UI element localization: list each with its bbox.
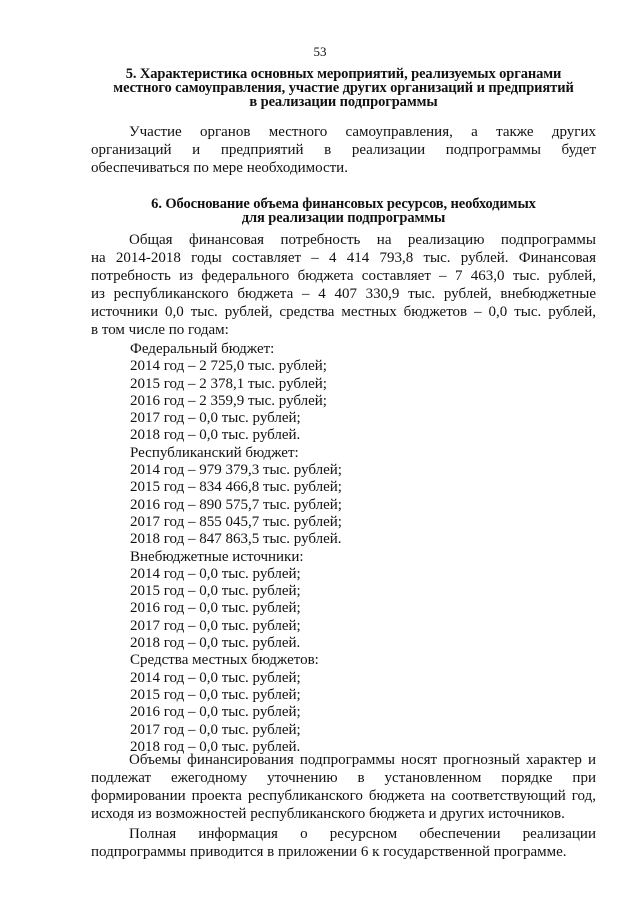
funding-list-item: 2016 год – 2 359,9 тыс. рублей; [130,392,327,409]
funding-list-item: 2017 год – 855 045,7 тыс. рублей; [130,513,342,530]
funding-list-item: 2015 год – 0,0 тыс. рублей; [130,583,301,600]
funding-list-item: 2018 год – 0,0 тыс. рублей. [130,427,301,444]
funding-list-item: Внебюджетные источники: [130,548,304,565]
paragraph-line: в том числе по годам: [91,322,229,338]
paragraph-line: обеспечиваться по мере необходимости. [91,160,348,176]
paragraph-line: потребность из федерального бюджета составляет – 7 463,0 тыс. рублей, [91,268,596,284]
funding-list-item: 2017 год – 0,0 тыс. рублей; [130,410,301,427]
funding-list-item: 2018 год – 847 863,5 тыс. рублей. [130,531,342,548]
funding-list-item: 2017 год – 0,0 тыс. рублей; [130,721,301,738]
funding-list-item: Республиканский бюджет: [130,444,299,461]
paragraph-line: подлежат ежегодному уточнению в установленном порядке при [91,770,596,786]
paragraph-line: организаций и предприятий в реализации подпрограммы будет [91,142,596,158]
paragraph-line: Участие органов местного самоуправления, а также других [129,124,596,140]
funding-list-item: 2018 год – 0,0 тыс. рублей. [130,738,301,755]
funding-list-item: 2015 год – 834 466,8 тыс. рублей; [130,479,342,496]
section-5-heading-line: местного самоуправления, участие других организаций и предприятий [113,80,574,96]
section-6-intro-paragraph [91,231,596,339]
page-number: 53 [313,44,327,59]
paragraph-line: Объемы финансирования подпрограммы носят прогнозный характер и [129,752,596,768]
funding-by-year-list [130,341,342,756]
paragraph-line: на 2014-2018 годы составляет – 4 414 793,8 тыс. рублей. Финансовая [91,250,596,266]
funding-list-item: 2014 год – 979 379,3 тыс. рублей; [130,462,342,479]
section-6-heading-line: 6. Обоснование объема финансовых ресурсов, необходимых [151,196,536,212]
funding-list-item: 2015 год – 2 378,1 тыс. рублей; [130,375,327,392]
funding-list-item: 2016 год – 890 575,7 тыс. рублей; [130,496,342,513]
section-6-heading [91,197,596,225]
forecast-paragraph [91,751,596,823]
paragraph-line: исходя из возможностей республиканского бюджета и других источников. [91,806,565,822]
funding-list-item: Федеральный бюджет: [130,341,275,357]
paragraph-line: источники 0,0 тыс. рублей, средства местных бюджетов – 0,0 тыс. рублей, [91,304,596,320]
paragraph-line: формировании проекта республиканского бюджета на соответствующий год, [91,788,596,804]
funding-list-item: 2016 год – 0,0 тыс. рублей; [130,600,301,617]
section-5-heading-line: 5. Характеристика основных мероприятий, реализуемых органами [125,66,562,82]
funding-list-item: 2015 год – 0,0 тыс. рублей; [130,686,301,703]
funding-list-item: 2017 год – 0,0 тыс. рублей; [130,617,301,634]
paragraph-line: Общая финансовая потребность на реализацию подпрограммы [129,232,596,248]
funding-list-item: 2018 год – 0,0 тыс. рублей. [130,635,301,652]
section-5-heading-line: в реализации подпрограммы [249,94,438,110]
paragraph-line: Полная информация о ресурсном обеспечении реализации [129,826,596,842]
funding-list-item: 2014 год – 2 725,0 тыс. рублей; [130,358,327,375]
funding-list-item: 2014 год – 0,0 тыс. рублей; [130,669,301,686]
section-5-heading [91,67,596,109]
section-5-paragraph [91,123,596,177]
paragraph-line: подпрограммы приводится в приложении 6 к государственной программе. [91,844,567,860]
paragraph-line: из республиканского бюджета – 4 407 330,9 тыс. рублей, внебюджетные [91,286,596,302]
funding-list-item: 2016 год – 0,0 тыс. рублей; [130,704,301,721]
final-paragraph [91,825,596,861]
funding-list-item: Средства местных бюджетов: [130,652,319,669]
section-6-heading-line: для реализации подпрограммы [241,210,446,226]
funding-list-item: 2014 год – 0,0 тыс. рублей; [130,565,301,582]
